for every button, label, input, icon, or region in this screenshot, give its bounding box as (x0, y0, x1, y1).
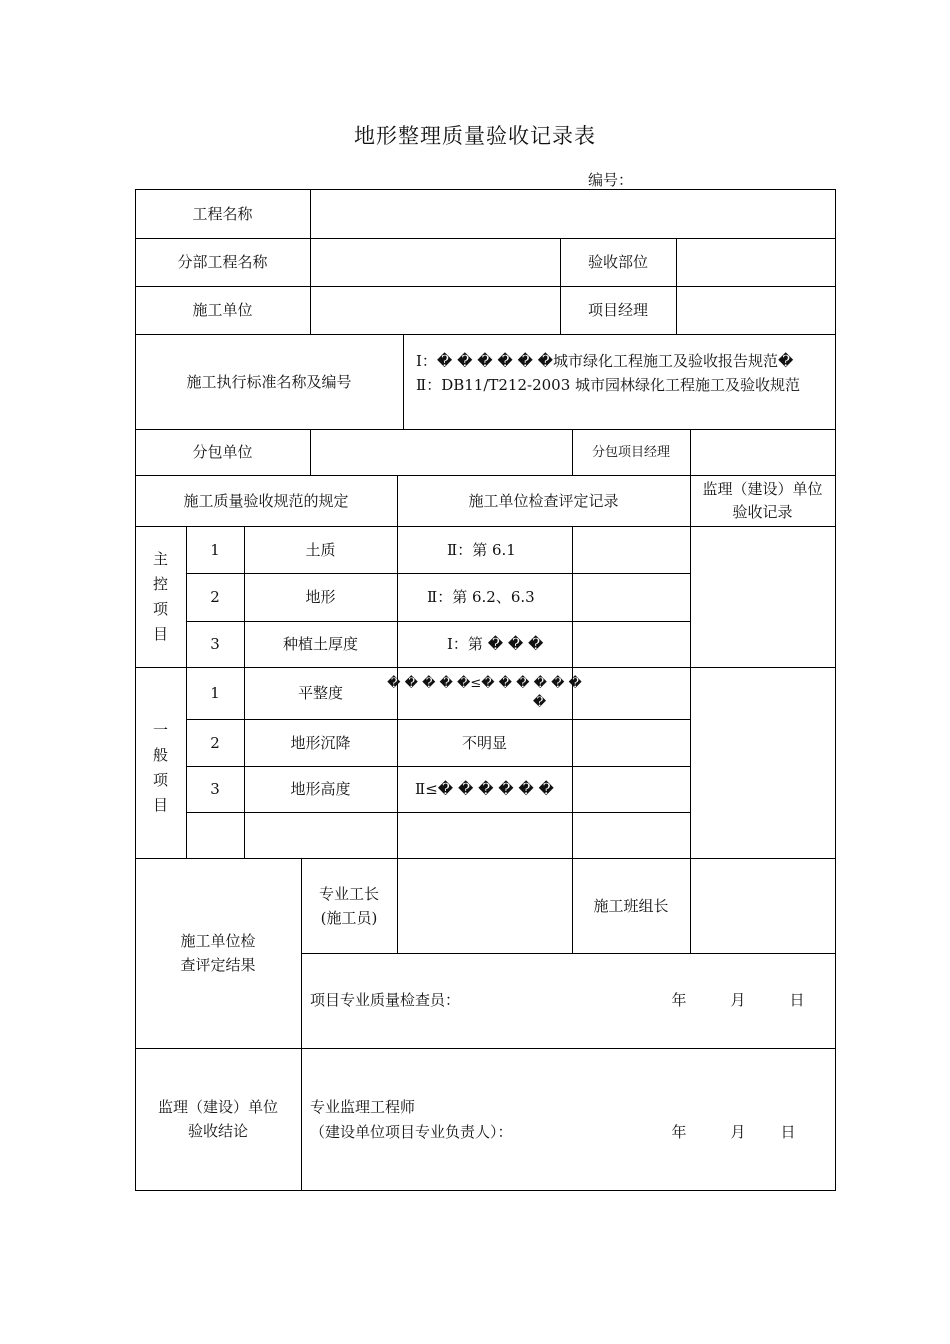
main-items-group-char: 主 (152, 549, 168, 568)
result-label-line-1: 施工单位检 (180, 932, 256, 950)
table-border-right (835, 189, 836, 1191)
main-items-group-char: 项 (152, 599, 168, 618)
general-item-blank-spec[interactable] (398, 813, 572, 858)
main-item-spec: Ⅱ：第 6.1 (447, 540, 516, 559)
conclusion-year: 年 (671, 1123, 687, 1141)
result-day: 日 (789, 991, 805, 1009)
conclusion-label (135, 1048, 301, 1190)
main-item-no: 3 (210, 635, 220, 653)
conclusion-label-line-2: 验收结论 (187, 1122, 248, 1140)
subcontractor-label: 分包单位 (192, 443, 253, 461)
engineer-label-line-1: 专业监理工程师 (310, 1098, 416, 1117)
general-item-no: 3 (210, 780, 220, 798)
project-name-field[interactable] (311, 190, 835, 238)
general-item-spec: Ⅱ≤� � � � � � (415, 780, 554, 798)
standard-line-1: Ⅰ：� � � � � �城市绿化工程施工及验收报告规范� (416, 352, 794, 370)
general-item-blank-no[interactable] (187, 813, 244, 858)
main-item-no: 2 (210, 588, 220, 606)
general-items-group-label (135, 667, 186, 858)
result-month: 月 (730, 991, 746, 1009)
general-item-record-field[interactable] (573, 767, 690, 812)
team-leader-label: 施工班组长 (593, 896, 669, 915)
col-header-supervisor-line-1: 监理（建设）单位 (702, 480, 823, 498)
general-item-spec: 不明显 (461, 733, 507, 752)
sub-project-name-field[interactable] (311, 239, 560, 286)
inspector-label: 项目专业质量检查员： (310, 991, 461, 1009)
foreman-label-line-2: (施工员) (320, 908, 378, 927)
general-item-spec-line-1: � � � � �≤� � � � � � (387, 675, 582, 691)
main-item-spec: Ⅱ：第 6.2、6.3 (427, 588, 535, 606)
construction-unit-label: 施工单位 (192, 301, 253, 319)
team-leader-signature-field[interactable] (691, 859, 835, 953)
general-item-name: 平整度 (297, 684, 343, 702)
col-header-supervisor-line-2: 验收记录 (732, 502, 793, 521)
main-items-supervisor-field[interactable] (691, 527, 835, 667)
project-name-label: 工程名称 (192, 204, 253, 223)
engineer-label-line-2: （建设单位项目专业负责人）： (310, 1123, 513, 1141)
general-item-spec-line-2: � (532, 695, 547, 710)
main-item-name: 种植土厚度 (282, 635, 358, 653)
result-year: 年 (671, 991, 687, 1009)
subcontractor-field[interactable] (311, 430, 572, 475)
conclusion-label-line-1: 监理（建设）单位 (157, 1098, 278, 1116)
acceptance-part-field[interactable] (677, 239, 835, 286)
inspector-signature-field[interactable] (480, 975, 660, 1025)
form-code-label: 编号： (588, 171, 634, 189)
main-items-group-char: 控 (152, 574, 168, 593)
sub-project-name-label: 分部工程名称 (177, 253, 268, 271)
main-items-group-label (135, 526, 186, 667)
general-item-spec (387, 667, 582, 719)
main-item-record-field[interactable] (573, 574, 690, 621)
engineer-signature-field[interactable] (540, 1110, 660, 1150)
foreman-label-line-1: 专业工长 (318, 884, 379, 903)
main-item-spec: Ⅰ：第 � � � (447, 635, 544, 653)
col-header-spec: 施工质量验收规范的规定 (183, 491, 349, 510)
general-item-name: 地形沉降 (290, 733, 351, 752)
foreman-label (301, 858, 397, 953)
col-header-supervisor (690, 475, 835, 526)
general-item-blank-record[interactable] (573, 813, 690, 858)
result-label-line-2: 查评定结果 (180, 956, 256, 974)
conclusion-month: 月 (730, 1123, 746, 1141)
col-header-check: 施工单位检查评定记录 (468, 491, 619, 510)
subcontractor-manager-label: 分包项目经理 (591, 444, 670, 460)
project-manager-label: 项目经理 (587, 301, 648, 319)
standard-text (404, 349, 835, 415)
general-item-blank-name[interactable] (245, 813, 397, 858)
main-item-no: 1 (210, 540, 220, 559)
general-items-group-char: 项 (152, 770, 168, 789)
general-items-group-char: 一 (152, 720, 168, 739)
conclusion-day: 日 (780, 1123, 796, 1141)
general-items-group-char: 目 (152, 795, 168, 814)
standard-line-2: Ⅱ：DB11/T212-2003 城市园林绿化工程施工及验收规范 (416, 376, 801, 394)
main-item-name: 土质 (305, 540, 336, 559)
general-items-group-char: 般 (152, 745, 168, 764)
project-manager-field[interactable] (677, 287, 835, 334)
standard-label: 施工执行标准名称及编号 (186, 372, 352, 391)
general-item-no: 2 (210, 733, 220, 752)
acceptance-part-label: 验收部位 (587, 253, 648, 271)
general-items-supervisor-field[interactable] (691, 668, 835, 858)
construction-unit-field[interactable] (311, 287, 560, 334)
general-item-name: 地形高度 (290, 780, 351, 798)
page-title: 地形整理质量验收记录表 (354, 124, 596, 148)
general-item-record-field[interactable] (573, 720, 690, 766)
main-items-group-char: 目 (152, 624, 168, 643)
general-item-record-field[interactable] (573, 668, 690, 719)
row-divider (301, 953, 836, 954)
main-item-record-field[interactable] (573, 622, 690, 667)
main-item-name: 地形 (305, 588, 336, 606)
subcontractor-manager-field[interactable] (691, 430, 835, 475)
result-label (135, 858, 301, 1048)
foreman-signature-field[interactable] (398, 859, 572, 953)
main-item-record-field[interactable] (573, 527, 690, 573)
general-item-no: 1 (210, 684, 220, 702)
table-border-bottom (135, 1190, 836, 1191)
